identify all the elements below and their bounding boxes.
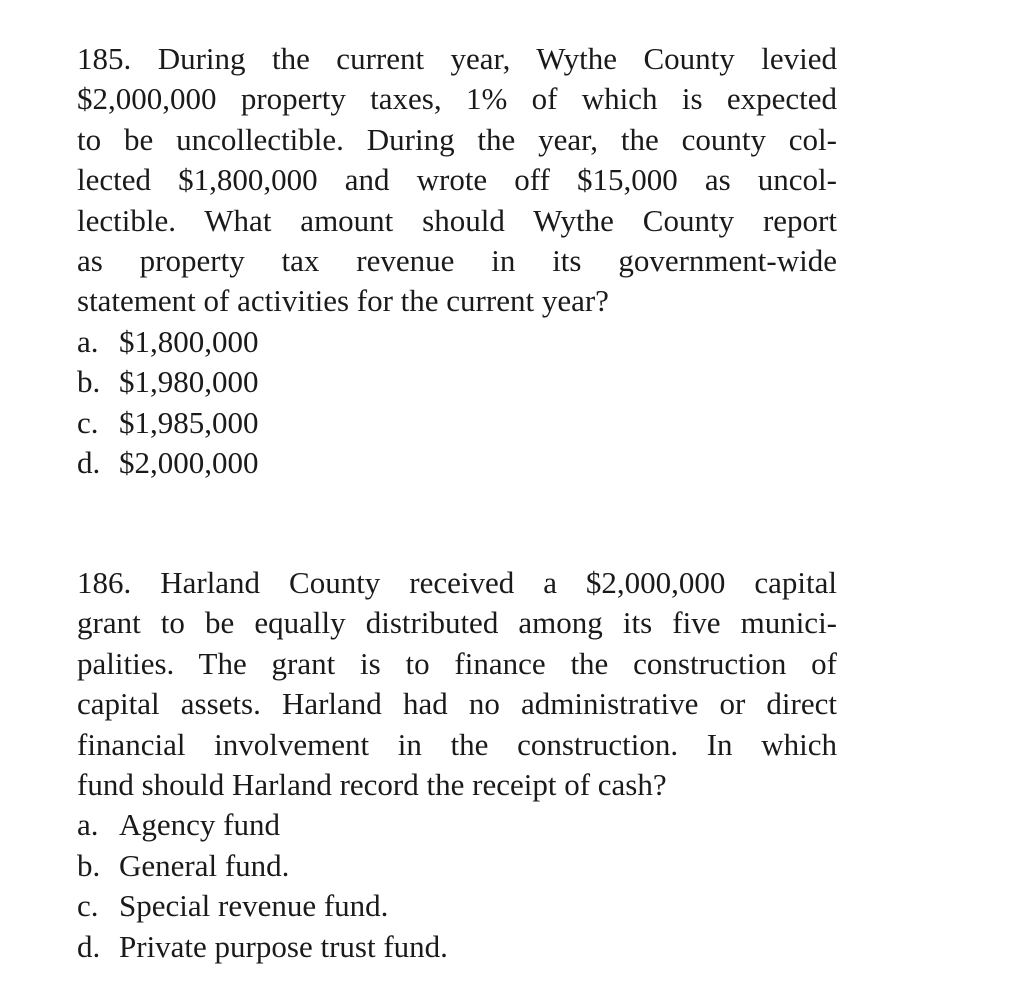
option-letter: d.: [77, 445, 101, 481]
stem-line: to be uncollectible. During the year, the county col-: [77, 121, 837, 157]
option-letter: b.: [77, 364, 101, 400]
question-number: 185.: [77, 41, 132, 76]
answer-option-b: [77, 846, 837, 886]
option-text: General fund.: [119, 847, 290, 883]
stem-line: capital assets. Harland had no administrative or direct: [77, 686, 837, 722]
answer-option-b: [77, 362, 837, 402]
answer-options: [77, 805, 837, 967]
option-letter: d.: [77, 928, 101, 964]
option-letter: c.: [77, 404, 99, 440]
answer-option-a: [77, 322, 837, 362]
answer-option-a: [77, 805, 837, 845]
question-stem: [77, 563, 837, 805]
stem-line: fund should Harland record the receipt of cash?: [77, 767, 667, 803]
stem-line: grant to be equally distributed among its five munici-: [77, 605, 837, 641]
option-letter: a.: [77, 323, 99, 359]
answer-options: [77, 322, 837, 484]
answer-option-c: [77, 886, 837, 926]
option-letter: b.: [77, 847, 101, 883]
stem-line: financial involvement in the construction. In which: [77, 726, 837, 762]
stem-line: statement of activities for the current year?: [77, 283, 609, 319]
question-185: [77, 39, 837, 483]
option-text: $1,980,000: [119, 364, 259, 400]
question-stem: [77, 39, 837, 322]
answer-option-d: [77, 443, 837, 483]
stem-line: 185. During the current year, Wythe County levied: [77, 41, 837, 76]
answer-option-d: [77, 927, 837, 967]
question-number: 186.: [77, 565, 132, 600]
option-text: Private purpose trust fund.: [119, 928, 448, 964]
answer-option-c: [77, 403, 837, 443]
stem-line: 186. Harland County received a $2,000,000 capital: [77, 565, 838, 600]
stem-line: as property tax revenue in its government-wide: [77, 243, 837, 279]
stem-line: $2,000,000 property taxes, 1% of which is expected: [77, 81, 837, 117]
option-letter: a.: [77, 807, 99, 843]
option-text: $2,000,000: [119, 445, 259, 481]
option-text: Agency fund: [119, 807, 280, 843]
stem-line: lected $1,800,000 and wrote off $15,000 as uncol-: [77, 162, 837, 198]
option-text: Special revenue fund.: [119, 888, 389, 924]
question-186: [77, 563, 837, 967]
stem-line: lectible. What amount should Wythe County report: [77, 202, 837, 238]
option-text: $1,985,000: [119, 404, 259, 440]
option-text: $1,800,000: [119, 323, 259, 359]
stem-line: palities. The grant is to finance the construction of: [77, 645, 837, 681]
option-letter: c.: [77, 888, 99, 924]
